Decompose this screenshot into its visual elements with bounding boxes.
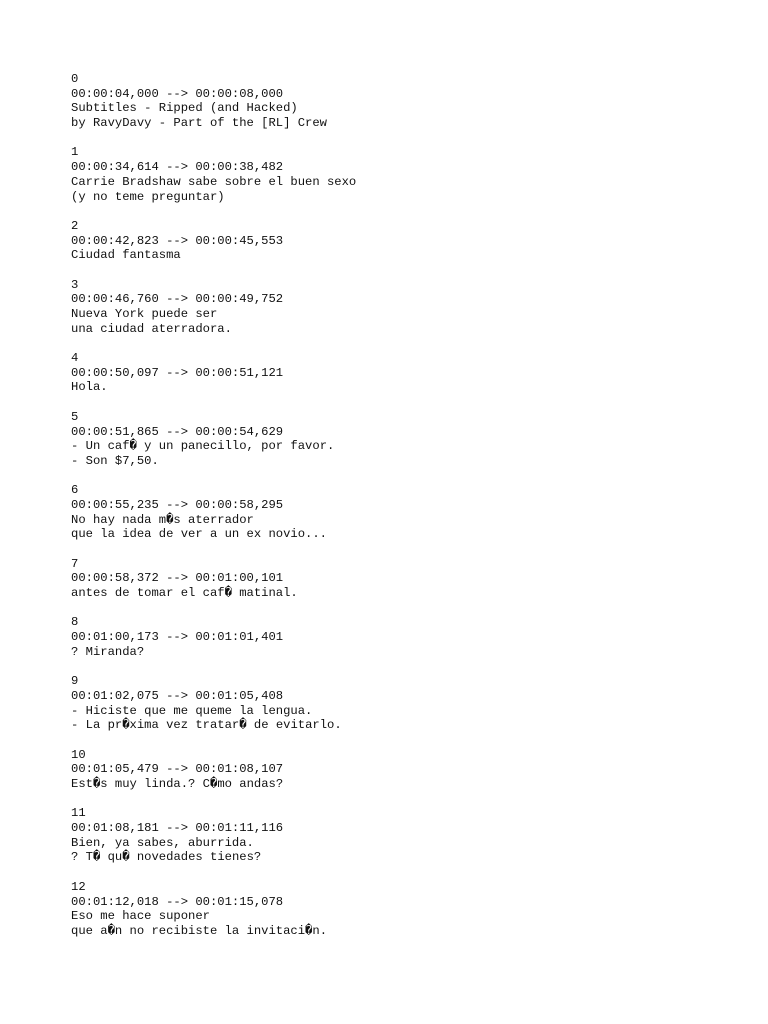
- subtitle-cue: [71, 351, 751, 395]
- cue-timing: 00:01:12,018 --> 00:01:15,078: [71, 894, 284, 909]
- subtitle-cue: [71, 278, 751, 337]
- cue-text-line: que la idea de ver a un ex novio...: [71, 527, 327, 542]
- subtitle-cue: [71, 748, 751, 792]
- cue-timing: 00:00:42,823 --> 00:00:45,553: [71, 233, 284, 248]
- cue-text-line: Eso me hace suponer: [71, 909, 210, 924]
- cue-text-line: una ciudad aterradora.: [71, 321, 232, 336]
- cue-text-line: by RavyDavy - Part of the [RL] Crew: [71, 116, 327, 131]
- cue-index: 10: [71, 747, 86, 762]
- subtitle-cue: [71, 880, 751, 939]
- cue-timing: 00:01:08,181 --> 00:01:11,116: [71, 821, 284, 836]
- cue-index: 8: [71, 615, 79, 630]
- cue-index: 5: [71, 409, 79, 424]
- subtitle-cue: [71, 72, 751, 131]
- cue-text-line: ? T� qu� novedades tienes?: [71, 850, 262, 865]
- cue-text-line: Hola.: [71, 380, 108, 395]
- subtitle-cue: [71, 557, 751, 601]
- subtitle-document: [71, 72, 751, 953]
- cue-text-line: Nueva York puede ser: [71, 307, 218, 321]
- cue-text-line: Ciudad fantasma: [71, 248, 181, 263]
- cue-timing: 00:01:05,479 --> 00:01:08,107: [71, 762, 284, 777]
- cue-text-line: ? Miranda?: [71, 644, 145, 659]
- cue-index: 2: [71, 218, 79, 233]
- cue-timing: 00:01:00,173 --> 00:01:01,401: [71, 630, 284, 645]
- cue-text-line: No hay nada m�s aterrador: [71, 512, 254, 527]
- cue-text-line: Est�s muy linda.? C�mo andas?: [71, 777, 284, 791]
- cue-timing: 00:00:51,865 --> 00:00:54,629: [71, 424, 284, 439]
- cue-index: 9: [71, 674, 79, 689]
- cue-timing: 00:01:02,075 --> 00:01:05,408: [71, 688, 284, 703]
- cue-index: 0: [71, 72, 79, 86]
- cue-text-line: Subtitles - Ripped (and Hacked): [71, 101, 298, 116]
- cue-text-line: (y no teme preguntar): [71, 189, 225, 204]
- subtitle-cue: [71, 674, 751, 733]
- cue-text-line: - Son $7,50.: [71, 453, 159, 468]
- cue-timing: 00:00:46,760 --> 00:00:49,752: [71, 292, 284, 307]
- subtitle-cue: [71, 615, 751, 659]
- subtitle-cue: [71, 483, 751, 542]
- cue-timing: 00:00:04,000 --> 00:00:08,000: [71, 86, 284, 101]
- cue-index: 4: [71, 351, 79, 366]
- cue-timing: 00:00:58,372 --> 00:01:00,101: [71, 571, 284, 586]
- cue-text-line: - Hiciste que me queme la lengua.: [71, 703, 313, 718]
- cue-index: 12: [71, 879, 86, 894]
- subtitle-cue: [71, 219, 751, 263]
- cue-text-line: - La pr�xima vez tratar� de evitarlo.: [71, 718, 342, 733]
- cue-timing: 00:00:34,614 --> 00:00:38,482: [71, 160, 284, 175]
- cue-text-line: antes de tomar el caf� matinal.: [71, 586, 298, 601]
- subtitle-cue: [71, 145, 751, 204]
- cue-index: 1: [71, 145, 79, 160]
- cue-index: 7: [71, 556, 79, 571]
- cue-text-line: que a�n no recibiste la invitaci�n.: [71, 923, 328, 938]
- cue-text-line: Bien, ya sabes, aburrida.: [71, 835, 254, 850]
- cue-index: 11: [71, 806, 86, 821]
- subtitle-cue: [71, 806, 751, 865]
- cue-text-line: Carrie Bradshaw sabe sobre el buen sexo: [71, 174, 357, 189]
- cue-timing: 00:00:50,097 --> 00:00:51,121: [71, 365, 284, 380]
- cue-text-line: - Un caf� y un panecillo, por favor.: [71, 439, 335, 454]
- subtitle-cue: [71, 410, 751, 469]
- cue-index: 6: [71, 483, 79, 498]
- cue-timing: 00:00:55,235 --> 00:00:58,295: [71, 497, 284, 512]
- cue-index: 3: [71, 277, 79, 292]
